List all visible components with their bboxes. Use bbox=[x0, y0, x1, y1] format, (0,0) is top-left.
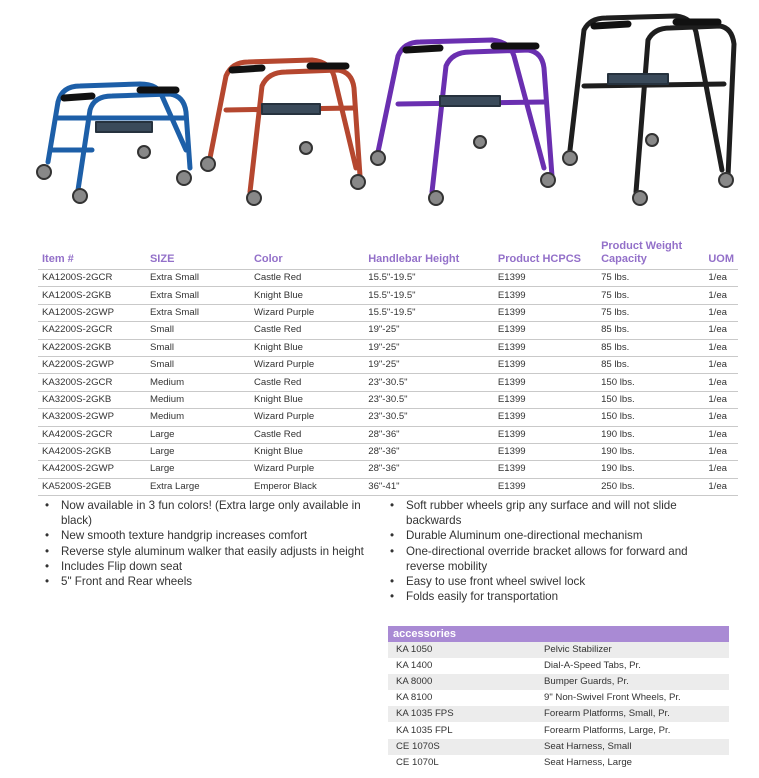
cell-weight-capacity: 190 lbs. bbox=[597, 426, 704, 443]
cell-size: Large bbox=[146, 426, 250, 443]
product-spec-table bbox=[38, 240, 738, 496]
header-hcpcs: Product HCPCS bbox=[497, 253, 581, 265]
cell-weight-capacity: 85 lbs. bbox=[597, 356, 704, 373]
walker-medium-image bbox=[371, 40, 555, 205]
accessories-body bbox=[388, 642, 729, 771]
cell-weight-capacity: 150 lbs. bbox=[597, 374, 704, 391]
cell-weight-capacity: 190 lbs. bbox=[597, 443, 704, 460]
cell-uom: 1/ea bbox=[704, 374, 738, 391]
cell-uom: 1/ea bbox=[704, 339, 738, 356]
accessory-description: Dial-A-Speed Tabs, Pr. bbox=[536, 658, 729, 674]
table-row bbox=[38, 322, 738, 339]
accessory-code: CE 1070S bbox=[388, 739, 536, 755]
feature-item: • One-directional override bracket allows for forward and reverse mobility bbox=[384, 544, 724, 574]
cell-hcpcs: E1399 bbox=[494, 322, 597, 339]
cell-color: Wizard Purple bbox=[250, 304, 364, 321]
cell-handlebar-height: 23"-30.5" bbox=[364, 409, 494, 426]
header-size: SIZE bbox=[149, 253, 175, 265]
features-list-right bbox=[384, 498, 724, 604]
cell-uom: 1/ea bbox=[704, 443, 738, 460]
cell-hcpcs: E1399 bbox=[494, 461, 597, 478]
cell-weight-capacity: 250 lbs. bbox=[597, 478, 704, 495]
header-item: Item # bbox=[42, 253, 74, 265]
cell-size: Large bbox=[146, 461, 250, 478]
accessory-code: KA 1400 bbox=[388, 658, 536, 674]
cell-item-number: KA3200S-2GWP bbox=[38, 409, 146, 426]
cell-weight-capacity: 75 lbs. bbox=[597, 304, 704, 321]
feature-item: • New smooth texture handgrip increases comfort bbox=[39, 528, 369, 543]
cell-handlebar-height: 15.5"-19.5" bbox=[364, 270, 494, 287]
cell-size: Large bbox=[146, 443, 250, 460]
cell-size: Medium bbox=[146, 391, 250, 408]
accessory-code: KA 8100 bbox=[388, 690, 536, 706]
features-list-left bbox=[39, 498, 369, 589]
header-uom: UOM bbox=[708, 253, 734, 265]
table-row bbox=[38, 478, 738, 495]
header-color: Color bbox=[253, 253, 283, 265]
walker-large-image bbox=[563, 16, 734, 205]
cell-item-number: KA4200S-2GWP bbox=[38, 461, 146, 478]
table-row bbox=[38, 287, 738, 304]
cell-size: Medium bbox=[146, 374, 250, 391]
cell-item-number: KA2200S-2GKB bbox=[38, 339, 146, 356]
cell-weight-capacity: 150 lbs. bbox=[597, 409, 704, 426]
cell-size: Extra Small bbox=[146, 287, 250, 304]
table-row bbox=[38, 356, 738, 373]
cell-size: Small bbox=[146, 339, 250, 356]
cell-item-number: KA1200S-2GWP bbox=[38, 304, 146, 321]
accessory-description: Forearm Platforms, Large, Pr. bbox=[536, 722, 729, 738]
cell-uom: 1/ea bbox=[704, 356, 738, 373]
accessory-description: Bumper Guards, Pr. bbox=[536, 674, 729, 690]
cell-hcpcs: E1399 bbox=[494, 374, 597, 391]
feature-item: • Reverse style aluminum walker that easily adjusts in height bbox=[39, 544, 369, 559]
feature-item: • Folds easily for transportation bbox=[384, 589, 724, 604]
cell-handlebar-height: 19"-25" bbox=[364, 339, 494, 356]
table-row bbox=[38, 409, 738, 426]
cell-hcpcs: E1399 bbox=[494, 409, 597, 426]
accessory-description: 9" Non-Swivel Front Wheels, Pr. bbox=[536, 690, 729, 706]
table-row bbox=[38, 270, 738, 287]
cell-hcpcs: E1399 bbox=[494, 356, 597, 373]
table-row bbox=[38, 426, 738, 443]
accessory-row bbox=[388, 658, 729, 674]
feature-item: • Easy to use front wheel swivel lock bbox=[384, 574, 724, 589]
cell-handlebar-height: 28"-36" bbox=[364, 443, 494, 460]
accessory-code: KA 1035 FPS bbox=[388, 706, 536, 722]
cell-item-number: KA3200S-2GKB bbox=[38, 391, 146, 408]
feature-item: • Now available in 3 fun colors! (Extra large only available in black) bbox=[39, 498, 369, 528]
cell-handlebar-height: 28"-36" bbox=[364, 461, 494, 478]
accessory-description: Seat Harness, Small bbox=[536, 739, 729, 755]
cell-weight-capacity: 85 lbs. bbox=[597, 322, 704, 339]
cell-weight-capacity: 85 lbs. bbox=[597, 339, 704, 356]
cell-color: Wizard Purple bbox=[250, 409, 364, 426]
feature-item: • Includes Flip down seat bbox=[39, 559, 369, 574]
cell-color: Knight Blue bbox=[250, 339, 364, 356]
cell-color: Knight Blue bbox=[250, 287, 364, 304]
cell-uom: 1/ea bbox=[704, 304, 738, 321]
table-row bbox=[38, 304, 738, 321]
cell-handlebar-height: 36"-41" bbox=[364, 478, 494, 495]
cell-item-number: KA2200S-2GCR bbox=[38, 322, 146, 339]
cell-handlebar-height: 23"-30.5" bbox=[364, 391, 494, 408]
cell-color: Castle Red bbox=[250, 426, 364, 443]
accessory-row bbox=[388, 706, 729, 722]
accessories-table bbox=[388, 642, 729, 771]
cell-hcpcs: E1399 bbox=[494, 270, 597, 287]
cell-hcpcs: E1399 bbox=[494, 287, 597, 304]
accessory-description: Pelvic Stabilizer bbox=[536, 642, 729, 658]
cell-weight-capacity: 75 lbs. bbox=[597, 287, 704, 304]
table-body bbox=[38, 270, 738, 496]
cell-hcpcs: E1399 bbox=[494, 304, 597, 321]
cell-size: Extra Large bbox=[146, 478, 250, 495]
cell-size: Medium bbox=[146, 409, 250, 426]
cell-hcpcs: E1399 bbox=[494, 478, 597, 495]
cell-size: Extra Small bbox=[146, 304, 250, 321]
cell-item-number: KA1200S-2GKB bbox=[38, 287, 146, 304]
accessory-code: KA 1050 bbox=[388, 642, 536, 658]
table-row bbox=[38, 374, 738, 391]
cell-item-number: KA4200S-2GKB bbox=[38, 443, 146, 460]
table-header-row bbox=[38, 240, 738, 270]
accessory-code: CE 1070L bbox=[388, 755, 536, 771]
feature-item: • Durable Aluminum one-directional mechanism bbox=[384, 528, 724, 543]
cell-item-number: KA3200S-2GCR bbox=[38, 374, 146, 391]
cell-item-number: KA4200S-2GCR bbox=[38, 426, 146, 443]
cell-handlebar-height: 28"-36" bbox=[364, 426, 494, 443]
cell-handlebar-height: 19"-25" bbox=[364, 356, 494, 373]
accessory-description: Forearm Platforms, Small, Pr. bbox=[536, 706, 729, 722]
accessory-row bbox=[388, 690, 729, 706]
accessory-description: Seat Harness, Large bbox=[536, 755, 729, 771]
cell-handlebar-height: 15.5"-19.5" bbox=[364, 304, 494, 321]
walker-extra-small-image bbox=[37, 84, 191, 203]
cell-color: Wizard Purple bbox=[250, 356, 364, 373]
header-handlebar-height: Handlebar Height bbox=[368, 253, 460, 265]
cell-color: Knight Blue bbox=[250, 443, 364, 460]
accessory-row bbox=[388, 722, 729, 738]
walker-small-image bbox=[201, 60, 365, 205]
header-weight-capacity: Product Weight Capacity bbox=[601, 240, 683, 265]
table-row bbox=[38, 461, 738, 478]
cell-size: Small bbox=[146, 356, 250, 373]
cell-size: Extra Small bbox=[146, 270, 250, 287]
feature-item: • Soft rubber wheels grip any surface and will not slide backwards bbox=[384, 498, 724, 528]
cell-item-number: KA2200S-2GWP bbox=[38, 356, 146, 373]
feature-item: • 5" Front and Rear wheels bbox=[39, 574, 369, 589]
cell-uom: 1/ea bbox=[704, 287, 738, 304]
cell-weight-capacity: 150 lbs. bbox=[597, 391, 704, 408]
cell-hcpcs: E1399 bbox=[494, 426, 597, 443]
accessory-row bbox=[388, 739, 729, 755]
accessory-code: KA 8000 bbox=[388, 674, 536, 690]
cell-weight-capacity: 190 lbs. bbox=[597, 461, 704, 478]
cell-uom: 1/ea bbox=[704, 478, 738, 495]
accessory-code: KA 1035 FPL bbox=[388, 722, 536, 738]
cell-hcpcs: E1399 bbox=[494, 339, 597, 356]
table-row bbox=[38, 391, 738, 408]
cell-hcpcs: E1399 bbox=[494, 391, 597, 408]
cell-uom: 1/ea bbox=[704, 426, 738, 443]
table-row bbox=[38, 339, 738, 356]
cell-size: Small bbox=[146, 322, 250, 339]
cell-item-number: KA1200S-2GCR bbox=[38, 270, 146, 287]
accessory-row bbox=[388, 755, 729, 771]
cell-item-number: KA5200S-2GEB bbox=[38, 478, 146, 495]
table-row bbox=[38, 443, 738, 460]
cell-handlebar-height: 15.5"-19.5" bbox=[364, 287, 494, 304]
cell-color: Knight Blue bbox=[250, 391, 364, 408]
accessory-row bbox=[388, 674, 729, 690]
cell-uom: 1/ea bbox=[704, 461, 738, 478]
cell-handlebar-height: 19"-25" bbox=[364, 322, 494, 339]
accessories-title: accessories bbox=[388, 626, 729, 642]
cell-color: Castle Red bbox=[250, 270, 364, 287]
cell-color: Emperor Black bbox=[250, 478, 364, 495]
cell-color: Castle Red bbox=[250, 374, 364, 391]
accessory-row bbox=[388, 642, 729, 658]
product-images bbox=[0, 0, 759, 225]
cell-uom: 1/ea bbox=[704, 391, 738, 408]
cell-hcpcs: E1399 bbox=[494, 443, 597, 460]
cell-weight-capacity: 75 lbs. bbox=[597, 270, 704, 287]
cell-uom: 1/ea bbox=[704, 409, 738, 426]
cell-handlebar-height: 23"-30.5" bbox=[364, 374, 494, 391]
cell-uom: 1/ea bbox=[704, 270, 738, 287]
accessories-panel bbox=[388, 626, 729, 771]
cell-color: Castle Red bbox=[250, 322, 364, 339]
cell-uom: 1/ea bbox=[704, 322, 738, 339]
cell-color: Wizard Purple bbox=[250, 461, 364, 478]
